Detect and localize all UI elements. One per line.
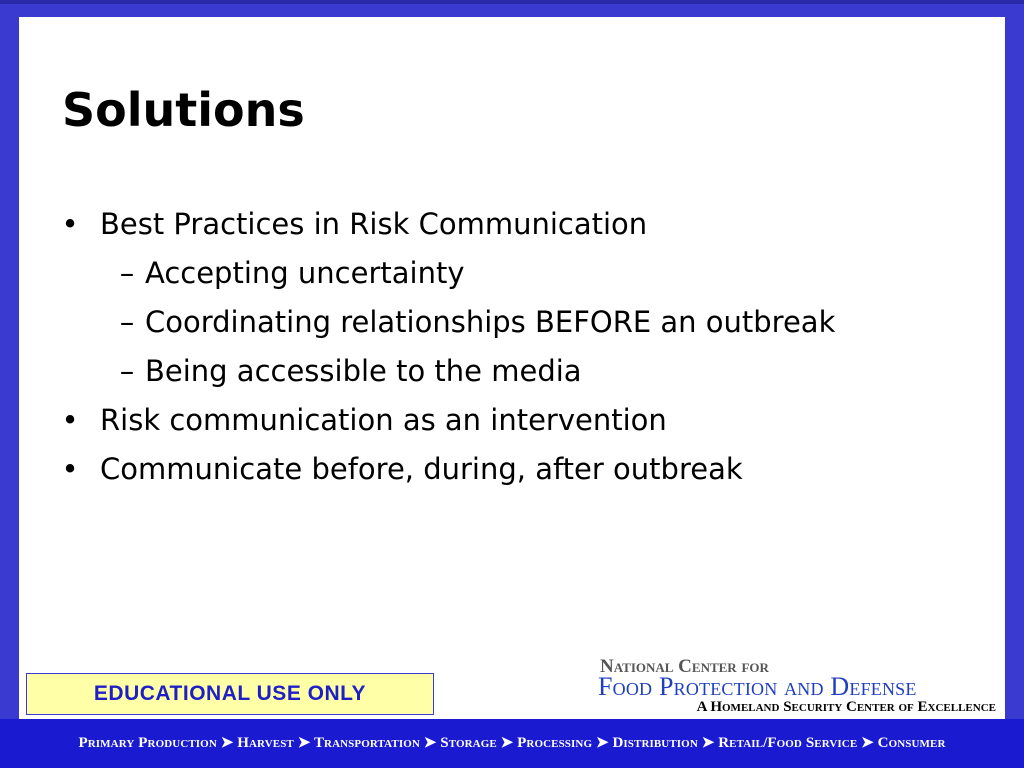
ncfpd-logo bbox=[596, 656, 1000, 718]
bullet-marker: • bbox=[61, 452, 79, 486]
bullet-list bbox=[60, 200, 835, 494]
bullet-text: Communicate before, during, after outbreak bbox=[100, 452, 743, 486]
bullet-item bbox=[60, 396, 835, 445]
sub-bullet-text: Accepting uncertainty bbox=[145, 256, 465, 290]
bullet-text: Best Practices in Risk Communication bbox=[100, 207, 648, 241]
bullet-item bbox=[60, 200, 835, 249]
sub-bullet-item bbox=[60, 347, 835, 396]
sub-bullet-item bbox=[60, 298, 835, 347]
top-border-line bbox=[0, 0, 1024, 4]
logo-line-homeland-security: A Homeland Security Center of Excellence bbox=[696, 699, 996, 715]
logo-line-national-center: National Center for bbox=[600, 656, 769, 677]
bullet-marker: • bbox=[61, 403, 79, 437]
dash-marker: – bbox=[119, 354, 135, 388]
dash-marker: – bbox=[119, 256, 135, 290]
sub-bullet-text: Coordinating relationships BEFORE an outbreak bbox=[145, 305, 836, 339]
educational-use-badge: EDUCATIONAL USE ONLY bbox=[26, 673, 434, 715]
bullet-text: Risk communication as an intervention bbox=[100, 403, 667, 437]
sub-bullet-item bbox=[60, 249, 835, 298]
dash-marker: – bbox=[119, 305, 135, 339]
slide-title: Solutions bbox=[62, 83, 305, 137]
bullet-marker: • bbox=[61, 207, 79, 241]
sub-bullet-text: Being accessible to the media bbox=[145, 354, 582, 388]
logo-line-food-protection: Food Protection and Defense bbox=[598, 672, 917, 701]
supply-chain-text: Primary Production ➤ Harvest ➤ Transportation ➤ Storage ➤ Processing ➤ Distribution ➤ Retail/Food Service ➤ Consumer bbox=[78, 735, 946, 751]
bullet-item bbox=[60, 445, 835, 494]
